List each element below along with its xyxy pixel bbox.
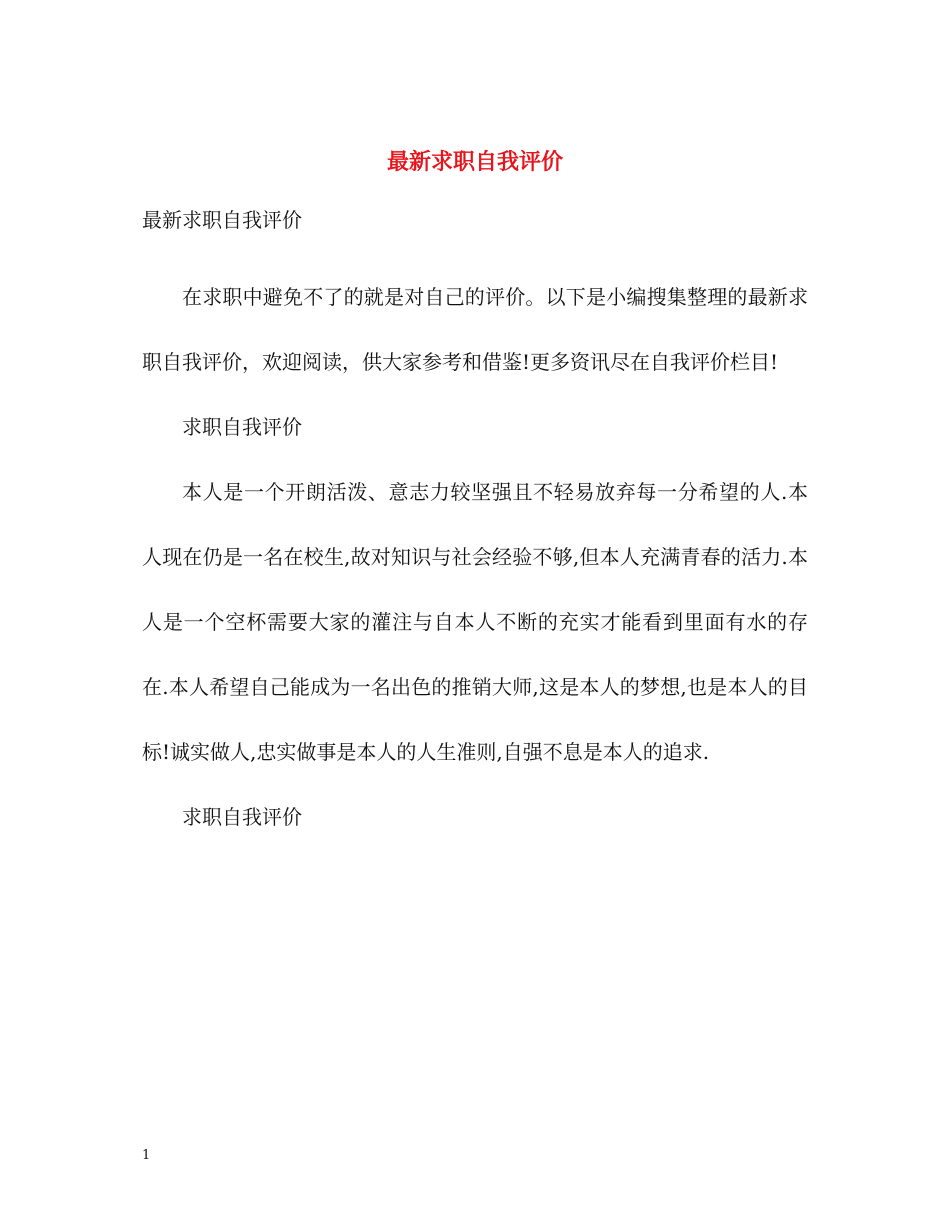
self-evaluation-paragraph: 本人是一个开朗活泼、意志力较坚强且不轻易放弃每一分希望的人.本人现在仍是一名在校生,故对知识与社会经验不够,但本人充满青春的活力.本人是一个空杯需要大家的灌注与自本人不断的充实才能看到里面有水的存在.本人希望自己能成为一名出色的推销大师,这是本人的梦想,也是本人的目标!诚实做人,忠实做事是本人的人生准则,自强不息是本人的追求. (142, 480, 808, 764)
page-number: 1 (142, 1148, 151, 1163)
intro-paragraph: 在求职中避免不了的就是对自己的评价。以下是小编搜集整理的最新求职自我评价，欢迎阅读，供大家参考和借鉴!更多资讯尽在自我评价栏目! (142, 285, 808, 374)
section-heading-2: 求职自我评价 (182, 805, 302, 829)
section-heading-1: 求职自我评价 (182, 415, 302, 439)
body-heading: 最新求职自我评价 (142, 208, 302, 232)
document-body (142, 200, 808, 850)
document-title: 最新求职自我评价 (386, 149, 563, 175)
